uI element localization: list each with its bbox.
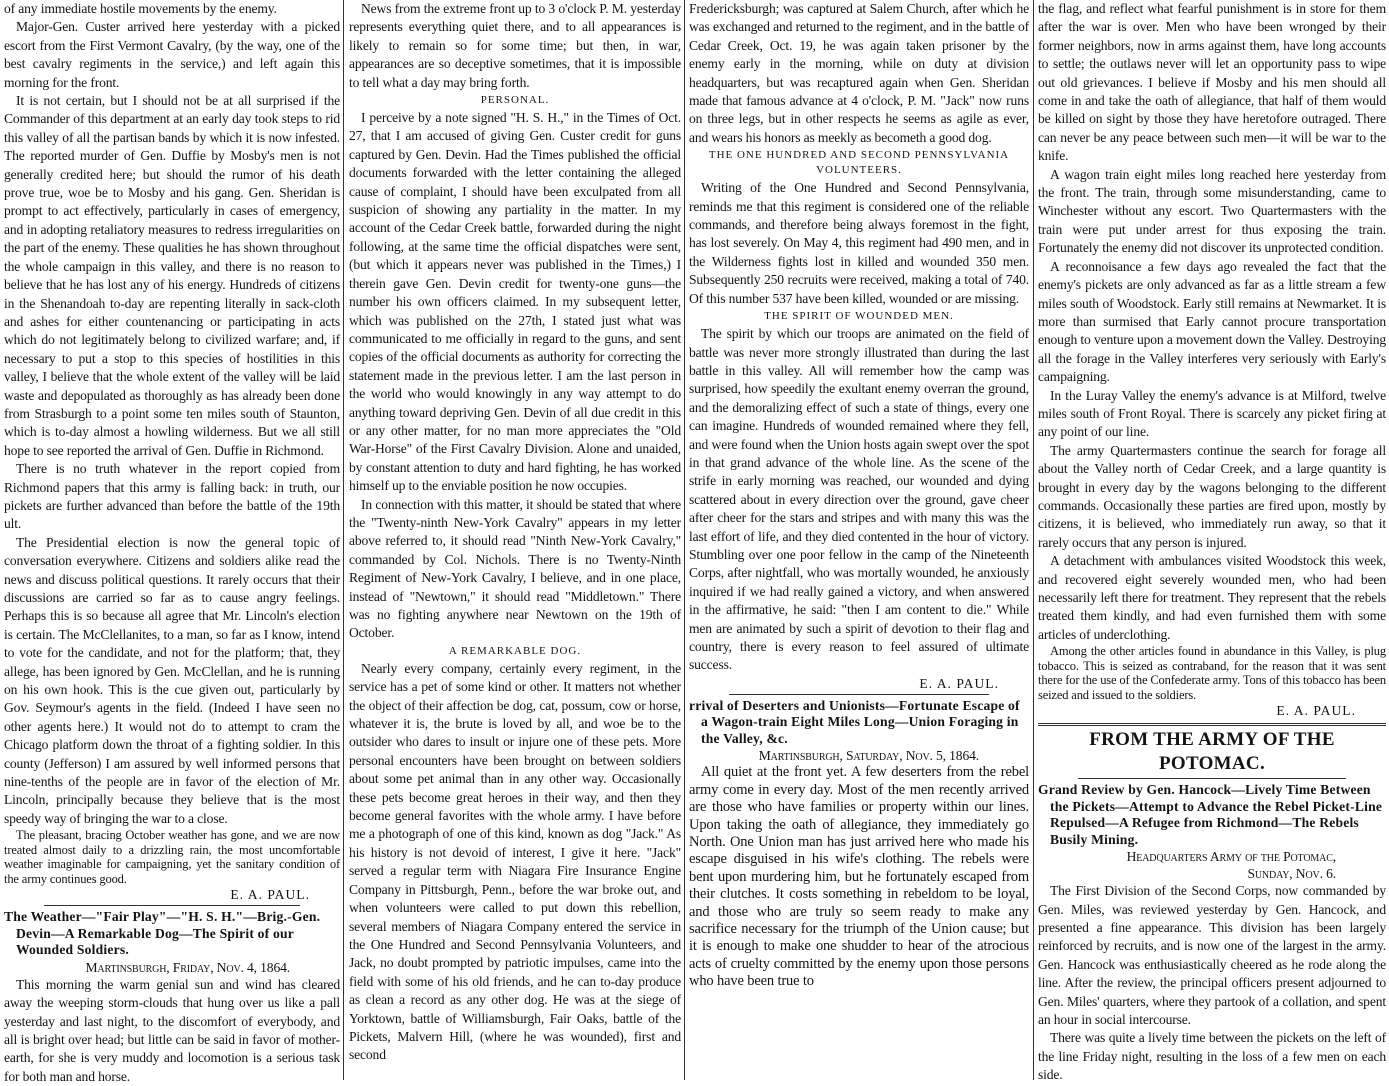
- paragraph: The First Division of the Second Corps, now commanded by Gen. Miles, was reviewed yesterday by Gen. Hancock, and presented a fine appearance. This division has been largely reinforced by recruits, and is now one of the largest in the army. Gen. Hancock was enthusiastically cheered as he rode along the line. After the review, the principal officers present adjourned to Gen. Miles' quarters, where they partook of a collation, and spent an hour in social intercourse.: [1038, 883, 1386, 1028]
- paragraph: Major-Gen. Custer arrived here yesterday with a picked escort from the First Vermont Cavalry, (by the way, one of the best cavalry regiments in the service,) and left again this morning for the front.: [4, 19, 340, 90]
- paragraph: It is not certain, but I should not be at all surprised if the Commander of this department at an early day took steps to rid this valley of all the partisan bands by which it is now infested. The reported murder of Gen. Duffie by Mosby's men is not generally credited here; but should the rumor of his death prove true, woe be to Mosby and his gang. Gen. Sheridan is prompt to act effectively, particularly in cases of emergency, and in adopting retaliatory measures to redress irregularities on the part of the enemy. These qualities he has shown throughout the whole campaign in this valley, and there is no reason to believe that he has lost any of his energy. Hundreds of citizens in the Shenandoah to-day are repenting literally in sack-cloth and ashes for either countenancing or participating in acts which do not legitimately belong to civilized warfare; and, if necessary to put a stop to this species of hostilities in this valley, I believe that the whole extent of the valley will be laid waste and depopulated as thoroughly as has already been done from Strasburgh to a point some ten miles south of Staunton, which is to-day almost a howling wilderness. But we all still hope to see reported the arrival of Gen. Duffie in Richmond.: [4, 93, 340, 458]
- section-masthead: FROM THE ARMY OF THE POTOMAC.: [1038, 723, 1386, 776]
- section-heading: THE SPIRIT OF WOUNDED MEN.: [764, 310, 954, 323]
- column-1: [4, 0, 340, 1086]
- paragraph: of any immediate hostile movements by the enemy.: [4, 1, 277, 16]
- paragraph: A wagon train eight miles long reached here yesterday from the front. The train, through some misunderstanding, came to Winchester without any escort. Two Quartermasters with the train were put under arrest for thus exposing the train. Fortunately the enemy did not discover its unprotected condition.: [1038, 166, 1386, 256]
- paragraph: the flag, and reflect what fearful punishment is in store for them after the war is over. Men who have been wronged by their former neighbors, now in arms against them, have long accounts to settle; the outlaws never will let an opportunity pass to wipe out old grievances. I believe if Mosby and his men should all come in and take the oath of allegiance, that half of them would be killed on sight by those they have heretofore outraged. There can never be any peace between such men—it will be war to the knife.: [1038, 1, 1386, 164]
- section-heading: A REMARKABLE DOG.: [448, 644, 582, 657]
- dateline: Martinsburgh, Friday, Nov. 4, 1864.: [85, 959, 290, 975]
- column-4: [1038, 0, 1386, 1085]
- paragraph: In the Luray Valley the enemy's advance is at Milford, twelve miles south of Front Royal. There is scarcely any picket firing at any point of our line.: [1038, 387, 1386, 440]
- column-2: [349, 0, 681, 1065]
- paragraph: All quiet at the front yet. A few deserters from the rebel army come in every day. Most of the men recently arrived are those who have families or property within our lines. Upon taking the oath of allegiance, they immediately go North. One Union man has just arrived here who made his escape disguised in his wife's clothing. The rebels were bent upon murdering him, but he fortunately escaped from their clutches. It costs something in rebeldom to be loyal, and those who are truly so seem ready to make any sacrifice necessary for the triumph of the Union cause; but it is enough to make one shudder to hear of the atrocious acts of cruelty committed by the enemy upon those persons who have been true to: [689, 764, 1029, 990]
- paragraph: The Presidential election is now the general topic of conversation everywhere. Citizens and soldiers alike read the news and discuss political questions. It rarely occurs that their discussions are carried so far as to cause angry feelings. Perhaps this is so because all agree that Mr. Lincoln's election is certain. The McClellanites, to a man, so far as I know, intend to vote for the candidate, and not for the platform; that, they allege, has been ignored by Gen. McClellan, and he is running on his own hook. This is the cue given out, particularly by Gov. Seymour's agents in the field. (Indeed I have seen no other agents here.) It would not do to attempt to cram the Chicago platform down the throat of a fighting soldier. In this county (Jefferson) I am assured by well informed persons that nine-tenths of the people are in favor of the election of Mr. Lincoln, principally because they believe that is the most speedy way of bringing the war to a close.: [4, 534, 340, 826]
- paragraph: The army Quartermasters continue the search for forage all about the Valley north of Cedar Creek, and a large quantity is brought in every day by the wagons belonging to the different commands. Occasionally these parties are fired upon, mostly by citizens, it is believed, who immediately run away, so that it rarely occurs that any person is injured.: [1038, 442, 1386, 550]
- column-rule: [1033, 0, 1034, 1080]
- dateline: Martinsburgh, Saturday, Nov. 5, 1864.: [758, 748, 979, 764]
- column-rule: [684, 0, 685, 1080]
- paragraph: I perceive by a note signed "H. S. H.," in the Times of Oct. 27, that I am accused of giving Gen. Custer credit for guns captured by Gen. Devin. Had the Times published the official documents forwarded with the letter containing the alleged cause of complaint, I should have been exculpated from all suspicion of showing any partiality in the matter. In my account of the Cedar Creek battle, forwarded during the night following, at the same time the official dispatches were sent, (but which it appears never was published in the Times,) I therein gave Gen. Devin credit for twenty-one guns—the number his own officers claimed. In my subsequent letter, which was published on the 27th, I stated just what was communicated to me officially in regard to the guns, and sent copies of the official documents as authority for correcting the statement made in the previous letter. I am the last person in the world who would knowingly in any way attempt to do anything toward depriving Gen. Devin of all due credit in this or any other matter, for no man more appreciates the "Old War-Horse" of the First Cavalry Division. Alone and unaided, by constant attention to duty and hard fighting, he has worked himself up to the enviable position he now occupies.: [349, 110, 681, 494]
- paragraph: Writing of the One Hundred and Second Pennsylvania, reminds me that this regiment is considered one of the reliable commands, and therefore being always foremost in the fight, has lost severely. On May 4, this regiment had 490 men, and in the Wilderness fights lost in killed and wounded 350 men. Subsequently 250 recruits were received, making a total of 740. Of this number 537 have been killed, wounded or are missing.: [689, 180, 1029, 306]
- article-headline: rrival of Deserters and Unionists—Fortunate Escape of a Wagon-train Eight Miles Long—Union Foraging in the Valley, &c.: [689, 697, 1020, 746]
- signature: E. A. PAUL.: [1276, 703, 1356, 719]
- paragraph: There is no truth whatever in the report copied from Richmond papers that this army is falling back: in truth, our pickets are further advanced than before the battle of the 19th ult.: [4, 461, 340, 532]
- column-3: [689, 0, 1029, 991]
- article-headline: Grand Review by Gen. Hancock—Lively Time Between the Pickets—Attempt to Advance the Rebel Picket-Line Repulsed—A Refugee from Richmond—The Rebels Busily Mining.: [1038, 782, 1383, 847]
- paragraph: News from the extreme front up to 3 o'clock P. M. yesterday represents everything quiet there, and to all appearances is likely to remain so for some time; but then, in war, appearances are so deceptive sometimes, that it is impossible to tell what a day may bring forth.: [349, 1, 681, 90]
- dateline: Headquarters Army of the Potomac,: [1126, 849, 1336, 865]
- paragraph: This morning the warm genial sun and wind has cleared away the weeping storm-clouds that hung over us like a pall yesterday and last night, to the discomfort of everybody, and all is bright over head; but little can be said in favor of mother-earth, for she is very muddy and locomotion is a serious task for both man and horse.: [4, 976, 340, 1084]
- section-heading: THE ONE HUNDRED AND SECOND PENNSYLVANIA VOLUNTEERS.: [708, 149, 1010, 177]
- paragraph: There was quite a lively time between the pickets on the left of the line Friday night, resulting in the loss of a few men on each side.: [1038, 1030, 1386, 1083]
- paragraph: A reconnoisance a few days ago revealed the fact that the enemy's pickets are only advanced as far as a little stream a few miles south of Woodstock. Early still remains at Newmarket. It is more than surmised that Early cannot procure transportation enough to venture upon a movement down the Valley. Destroying all the forage in the Valley interferes very seriously with Early's campaigning.: [1038, 258, 1386, 385]
- paragraph: The spirit by which our troops are animated on the field of battle was never more strongly illustrated than during the last battle in this valley. All will remember how the camp was surprised, how speedily the exultant enemy overran the ground, and the demoralizing effect of such a state of things, every one can imagine. Hundreds of wounded remained where they fell, and were found when the Union hosts again swept over the spot in that grand advance of the whole line. As the scene of the strife in early morning was reached, our wounded and dying scattered about in every direction over the ground, gave cheer after cheer for the stars and stripes and with many this was the last effort of life, and they died contented in the hour of victory. Stumbling over one poor fellow in the camp of the Nineteenth Corps, after nightfall, who was mortally wounded, he anxiously inquired if we had really gained a victory, and when answered in the affirmative, he said: "then I am content to die." While men are animated by such a spirit of devotion to their flag and country, there is every reason to feel assured of ultimate success.: [689, 326, 1029, 673]
- signature: E. A. PAUL.: [919, 675, 999, 691]
- paragraph: The pleasant, bracing October weather has gone, and we are now treated almost daily to a drizzling rain, the most uncomfortable weather imaginable for campaigning, yet the sanitary condition of the army continues good.: [4, 828, 340, 886]
- divider: [729, 694, 989, 695]
- paragraph: In connection with this matter, it should be stated that where the "Twenty-ninth New-York Cavalry" appears in my letter above referred to, it should read "Ninth New-York Cavalry," commanded by Col. Nichols. There is no Twenty-Ninth Regiment of New-York Cavalry, I believe, and in one place, instead of "Newtown," it should read "Middletown." There was no fighting anywhere near Newtown on the 19th of October.: [349, 496, 681, 641]
- paragraph: Fredericksburgh; was captured at Salem Church, after which he was exchanged and returned to the regiment, and in the battle of Cedar Creek, Oct. 19, he was again taken prisoner by the enemy early in the morning, while on duty at division headquarters, but was recaptured again when Gen. Sheridan made that famous advance at 4 o'clock, P. M. "Jack" now runs on three legs, but in other respects he seems as agile as ever, and wears his honors as meekly as becometh a good dog.: [689, 1, 1029, 145]
- section-heading: PERSONAL.: [480, 94, 550, 107]
- dateline-date: Sunday, Nov. 6.: [1247, 866, 1336, 882]
- divider: [1078, 778, 1346, 779]
- column-rule: [343, 0, 344, 1080]
- article-headline: The Weather—"Fair Play"—"H. S. H."—Brig.-Gen. Devin—A Remarkable Dog—The Spirit of our Wounded Soldiers.: [4, 909, 321, 958]
- paragraph: Nearly every company, certainly every regiment, in the service has a pet of some kind or other. It matters not whether the object of their affection be dog, cat, possum, cow or horse, whatever it is, the brute is loved by all, and woe be to the outsider who dares to insult or injure one of these pets. More personal encounters have been brought on between soldiers about some pet animal than in any other way. Occasionally these pets become great heroes in their way, and then they become general favorites with the whole army. I have before me a photograph of one of this kind, known as dog "Jack." As his history is not devoid of interest, I give it here. "Jack" served a regular term with Niagara Fire Insurance Engine Company in Pittsburgh, Penn., before the war broke out, and when volunteers were called to put down this rebellion, several members of Niagara Company entered the service in the One Hundred and Second Pennsylvania Volunteers, and Jack, no doubt prompted by patriotic impulses, came into the field with some of his old friends, and he can to-day produce as clean a record as any other dog. He was at the siege of Yorktown, battle of Williamsburgh, Fair Oaks, battle of the Pickets, Malvern Hill, (where he was wounded), first and second: [349, 660, 681, 1063]
- signature: E. A. PAUL.: [230, 887, 310, 903]
- divider: [44, 905, 300, 906]
- paragraph: A detachment with ambulances visited Woodstock this week, and recovered eight severely wounded men, who had been necessarily left there for treatment. They represent that the rebels treated them kindly, and had even furnished them with some articles of underclothing.: [1038, 553, 1386, 642]
- paragraph: Among the other articles found in abundance in this Valley, is plug tobacco. This is seized as contraband, for the reason that it was sent there for the use of the Confederate army. Tons of this tobacco has been seized and issued to the soldiers.: [1038, 644, 1386, 702]
